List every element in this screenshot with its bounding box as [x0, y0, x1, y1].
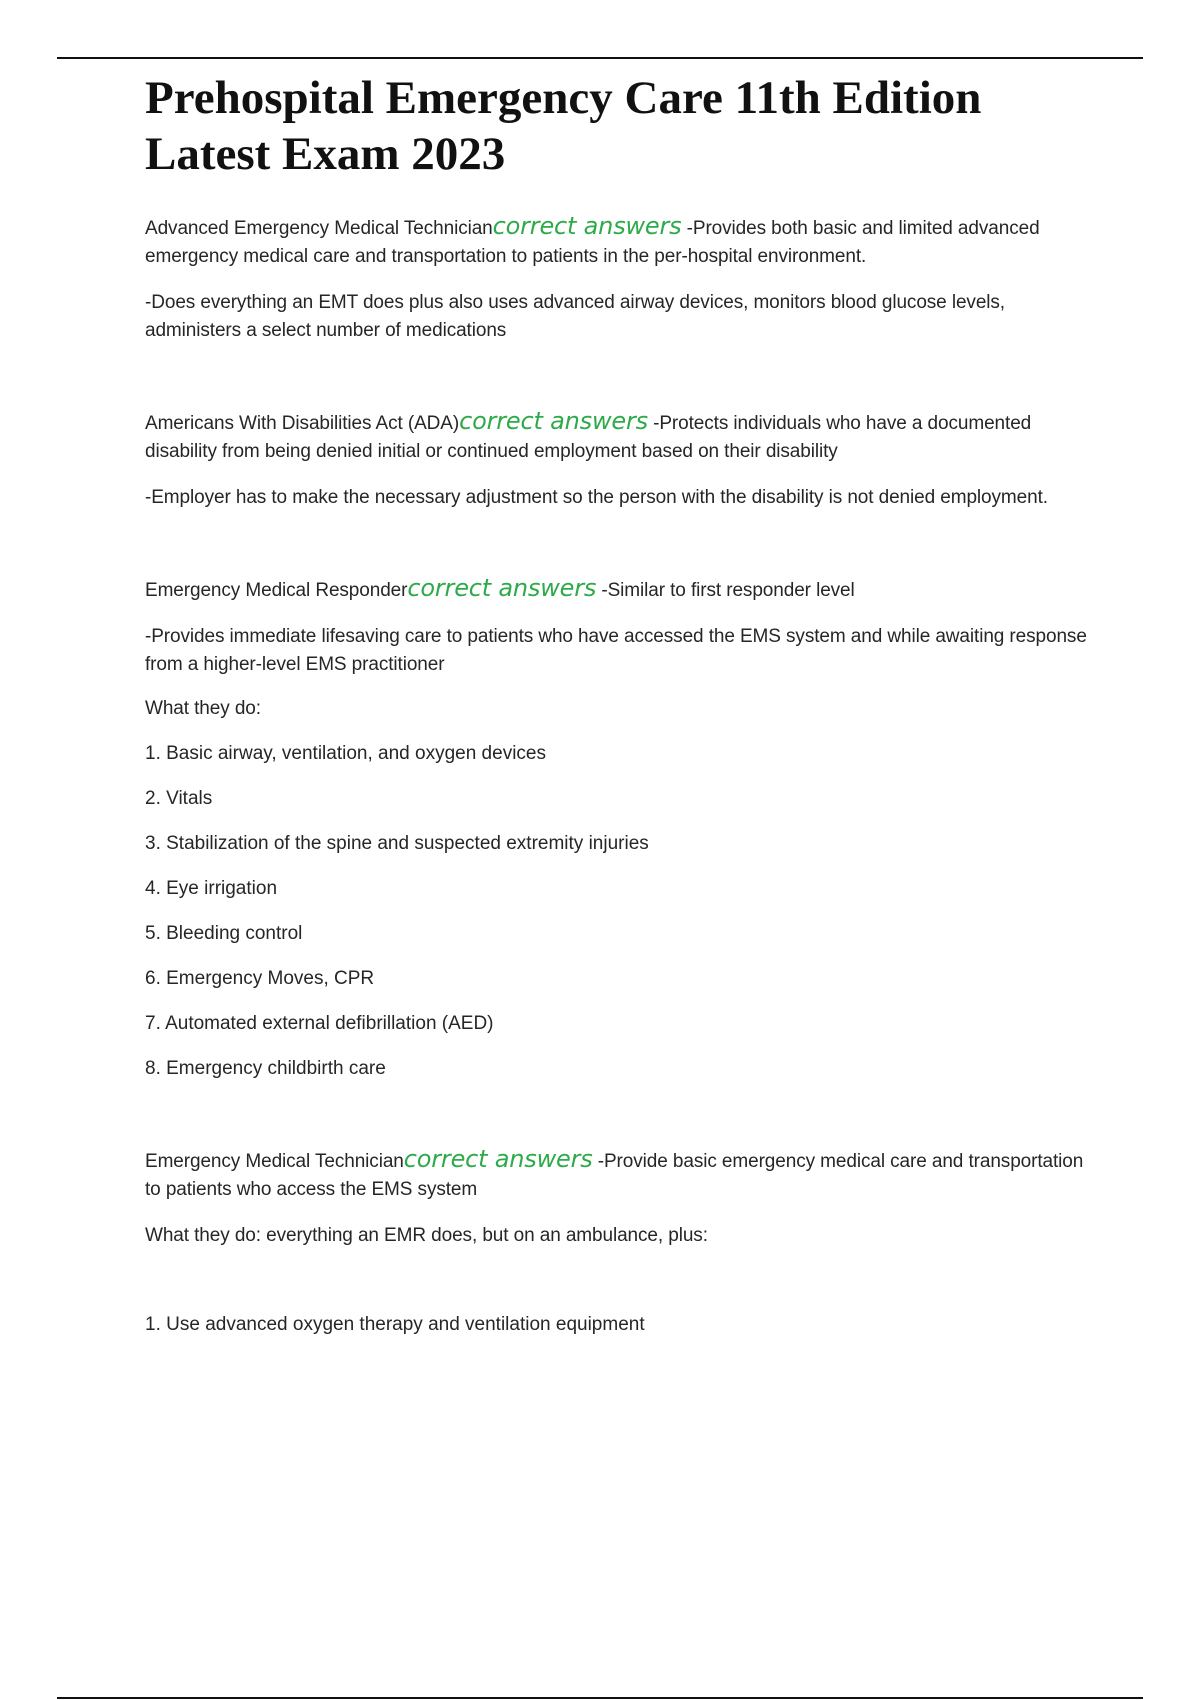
- entry-definition: [145, 574, 1100, 605]
- entry-detail: -Does everything an EMT does plus also uses advanced airway devices, monitors blood glucose levels, administers a select number of medications: [145, 292, 1005, 341]
- entry-detail: What they do: everything an EMR does, but on an ambulance, plus:: [145, 1225, 708, 1246]
- entry-definition-text: -Similar to first responder level: [596, 580, 855, 601]
- entry-emr: [145, 574, 1100, 1083]
- bottom-rule: [57, 1697, 1143, 1699]
- duties-list: [145, 739, 1100, 1083]
- list-item: 6. Emergency Moves, CPR: [145, 968, 375, 989]
- entry-aemt: [145, 212, 1100, 345]
- entry-term: Americans With Disabilities Act (ADA): [145, 413, 460, 434]
- entry-definition-text: -Protects individuals who have a documented disability from being denied initial or continued employment based on their disability: [145, 413, 1032, 462]
- list-heading: What they do:: [145, 698, 261, 719]
- entry-definition: [145, 212, 1100, 271]
- list-item: 5. Bleeding control: [145, 923, 303, 944]
- correct-answers-label: correct answers: [459, 407, 648, 435]
- spacer: [145, 1266, 1100, 1310]
- list-item: 8. Emergency childbirth care: [145, 1058, 386, 1079]
- entry-ada: [145, 407, 1100, 512]
- entry-term: Emergency Medical Responder: [145, 580, 408, 601]
- top-rule: [57, 57, 1143, 59]
- document-body: [145, 70, 1100, 1355]
- entry-term: Emergency Medical Technician: [145, 1151, 404, 1172]
- list-item: 2. Vitals: [145, 788, 213, 809]
- entry-emt: [145, 1145, 1100, 1339]
- entry-definition: [145, 407, 1100, 466]
- document-title: [145, 70, 1100, 182]
- entry-definition: [145, 1145, 1100, 1204]
- entry-detail: -Employer has to make the necessary adjustment so the person with the disability is not denied employment.: [145, 487, 1048, 508]
- list-item: 1. Use advanced oxygen therapy and ventilation equipment: [145, 1314, 645, 1335]
- list-item: 4. Eye irrigation: [145, 878, 278, 899]
- title-line-2: Latest Exam 2023: [145, 128, 506, 180]
- list-item: 1. Basic airway, ventilation, and oxygen devices: [145, 743, 546, 764]
- correct-answers-label: correct answers: [407, 574, 597, 602]
- entry-term: Advanced Emergency Medical Technician: [145, 218, 493, 239]
- correct-answers-label: correct answers: [403, 1145, 593, 1173]
- list-item: 3. Stabilization of the spine and suspected extremity injuries: [145, 833, 649, 854]
- duties-list: [145, 1310, 1100, 1339]
- entry-detail: -Provides immediate lifesaving care to patients who have accessed the EMS system and while awaiting response from a higher-level EMS practitioner: [145, 626, 1087, 675]
- correct-answers-label: correct answers: [492, 212, 682, 240]
- entry-definition-text: -Provide basic emergency medical care and transportation to patients who access the EMS system: [145, 1151, 1084, 1200]
- entry-definition-text: -Provides both basic and limited advanced emergency medical care and transportation to patients in the per-hospital environment.: [145, 218, 1040, 267]
- title-line-1: Prehospital Emergency Care 11th Edition: [145, 72, 982, 124]
- list-item: 7. Automated external defibrillation (AED): [145, 1013, 494, 1034]
